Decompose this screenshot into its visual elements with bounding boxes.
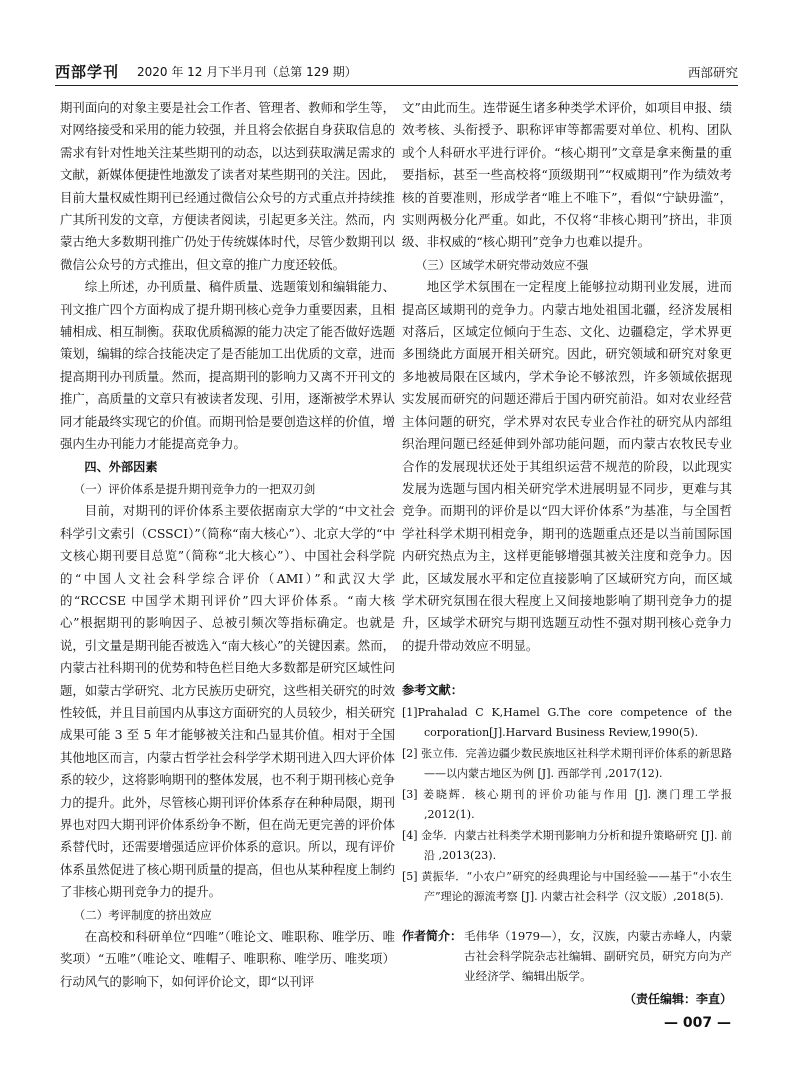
reference-item: [3] 姜晓辉．核心期刊的评价功能与作用 [J]. 澳门理工学报 ,2012(1). [402,788,732,821]
responsible-editor: （责任编辑：李直） [623,992,732,1007]
subsection-heading: （一）评价体系是提升期刊竞争力的一把双刃剑 [73,481,316,496]
paragraph: 期刊面向的对象主要是社会工作者、管理者、教师和学生等，对网络接受和采用的能力较强，并且将会依据自身获取信息的需求有针对性地关注某些期刊的动态，以达到获取满足需求的文献，新媒体便捷性地激发了读者对某些期刊的关注。因此，目前大量权威性期刊已经通过微信公众号的方式重点并持续推广其所刊发的文章，方便读者阅读，引起更多关注。然而，内蒙古绝大多数期刊推广仍处于传统媒体时代，尽管少数期刊以微信公众号的方式推出，但文章的推广力度还较低。 [60,100,395,272]
subsection-heading: （三）区域学术研究带动效应不强 [415,257,589,272]
paragraph: 地区学术氛围在一定程度上能够拉动期刊业发展，进而提高区域期刊的竞争力。内蒙古地处祖国北疆，经济发展相对落后，区域定位倾向于生态、文化、边疆稳定，学术界更多围绕此方面展开相关研究。因此，研究领域和研究对象更多地被局限在区域内，学术争论不够浓烈，许多领域依据现实发展而研究的问题还滞后于国内研究前沿。如对农业经营主体问题的研究，学术界对农民专业合作社的研究从内部组织治理问题已经延伸到外部功能问题，而内蒙古农牧民专业合作的发展现状还处于其组织运营不规范的阶段，以此现实发展为选题与国内相关研究学术进展明显不同步，更难与其竞争。而期刊的评价是以“四大评价体系”为基准，与全国哲学社科学术期刊相竞争，期刊的选题重点还是以当前国际国内研究热点为主，这样更能够增强其被关注度和竞争力。因此，区域发展水平和定位直接影响了区域研究方向，而区域学术研究氛围在很大程度上又间接地影响了期刊竞争力的提升，区域学术研究与期刊选题互动性不强对期刊核心竞争力的提升带动效应不明显。 [402,279,732,653]
section-heading: 四、外部因素 [84,459,158,474]
reference-item: [4] 金华．内蒙古社科类学术期刊影响力分析和提升策略研究 [J]. 前沿 ,2013(23). [402,829,732,862]
subsection-heading: （二）考评制度的挤出效应 [73,907,212,922]
issue-info: 2020 年 12 月下半月刊（总第 129 期） [137,65,357,79]
paragraph: 综上所述，办刊质量、稿件质量、选题策划和编辑能力、刊文推广四个方面构成了提升期刊核心竞争力重要因素，且相辅相成、相互制衡。获取优质稿源的能力决定了能否做好选题策划，编辑的综合技能决定了是否能加工出优质的文章，进而提高期刊办刊质量。然而，提高期刊的影响力又离不开刊文的推广，高质量的文章只有被读者发现、引用，逐渐被学术界认同才能最终实现它的价值。而期刊恰是要创造这样的价值，增强内生办刊能力才能提高竞争力。 [60,279,395,452]
right-column [402,97,732,1011]
reference-item: [5] 黄振华．“小农户”研究的经典理论与中国经验——基于“小农生产”理论的源流考察 [J]. 内蒙古社会科学（汉文版）,2018(5). [402,870,732,903]
author-bio [402,926,732,986]
page-header [55,56,738,86]
paragraph: 目前，对期刊的评价体系主要依据南京大学的“中文社会科学引文索引（CSSCI）”（简称“南大核心”）、北京大学的“中文核心期刊要目总览”（简称“北大核心”）、中国社会科学院的“中国人文社会科学综合评价（AMI）”和武汉大学的“RCCSE 中国学术期刊评价”四大评价体系。“南大核心”根据期刊的影响因子、总被引频次等指标确定。也就是说，引文量是期刊能否被选入“南大核心”的关键因素。然而，内蒙古社科期刊的优势和特色栏目绝大多数都是研究区域性问题，如蒙古学研究、北方民族历史研究，这些相关研究的时效性较低，并且目前国内从事这方面研究的人员较少，相关研究成果可能 3 至 5 年才能够被关注和凸显其价值。相对于全国其他地区而言，内蒙古哲学社会科学学术期刊进入四大评价体系的较少，这将影响期刊的整体发展，也不利于期刊核心竞争力的提升。此外，尽管核心期刊评价体系存在种种局限，期刊界也对四大期刊评价体系纷争不断，但在尚无更完善的评价体系替代时，还需要增强适应评价体系的意识。所以，现有评价体系虽然促进了核心期刊质量的提高，但也从某种程度上制约了非核心期刊竞争力的提升。 [60,503,395,900]
author-bio-label: 作者简介： [402,929,463,944]
reference-item: [2] 张立伟．完善边疆少数民族地区社科学术期刊评价体系的新思路——以内蒙古地区为例 [J]. 西部学刊 ,2017(12). [402,747,732,780]
page-number: — 007 — [664,1015,731,1031]
paragraph: 在高校和科研单位“四唯”（唯论文、唯职称、唯学历、唯奖项）“五唯”（唯论文、唯帽子、唯职称、唯学历、唯奖项）行动风气的影响下，如何评价论文，即“以刊评 [60,929,395,989]
section-title: 西部研究 [687,65,738,80]
left-column [60,97,395,993]
paragraph: 文”由此而生。连带诞生诸多种类学术评价，如项目申报、绩效考核、头衔授予、职称评审等都需要对单位、机构、团队或个人科研水平进行评价。“核心期刊”文章是拿来衡量的重要指标，甚至一些高校将“顶级期刊”“权威期刊”作为绩效考核的首要准则，形成学者“唯上不唯下”，看似“宁缺毋滥”，实则两极分化严重。如此，不仅将“非核心期刊”挤出，非顶级、非权威的“核心期刊”竞争力也难以提升。 [402,100,732,250]
author-bio-text: 毛伟华（1979—），女，汉族，内蒙古赤峰人，内蒙古社会科学院杂志社编辑、副研究员，研究方向为产业经济学、编辑出版学。 [464,929,732,984]
references-list [402,703,732,906]
journal-logo: 西部学刊 [55,63,120,81]
reference-item: [1]Prahalad C K,Hamel G.The core competence of the corporation[J].Harvard Business Review,1990(5). [402,706,732,739]
references-title: 参考文献： [402,683,463,698]
